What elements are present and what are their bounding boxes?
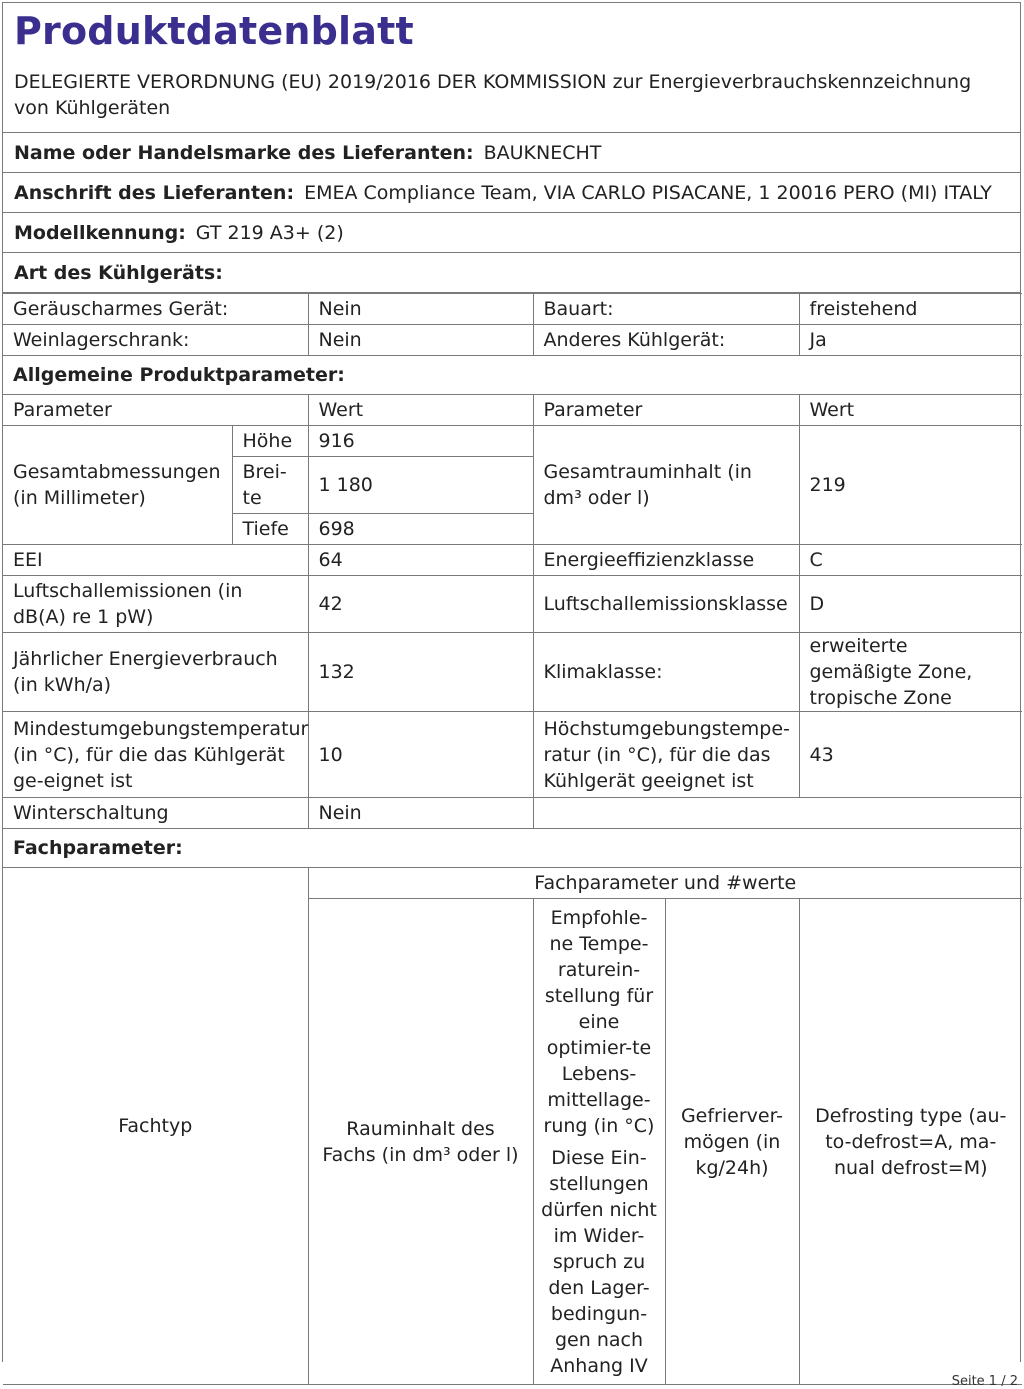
regulation-text: DELEGIERTE VERORDNUNG (EU) 2019/2016 DER KOMMISSION zur Energieverbrauchskennzeichnung von Kühlgeräten: [3, 59, 1020, 133]
noise-class-value: D: [799, 576, 1022, 633]
winter-label: Winterschaltung: [3, 798, 308, 829]
winter-value: Nein: [308, 798, 533, 829]
compartment-group-header: Fachparameter und #werte: [308, 868, 1022, 899]
device-type-heading-row: [3, 253, 1020, 293]
empty-cell: [533, 798, 1022, 829]
general-parameters-table: [3, 293, 1022, 1385]
column-header-parameter: Parameter: [3, 395, 308, 426]
depth-value: 698: [308, 514, 533, 545]
recommended-temp-note: Diese Ein-stellungen dürfen nicht im Wider-spruch zu den Lager-bedingun-gen nach Anhang IV: [541, 1146, 657, 1377]
supplier-address-row: [3, 173, 1020, 213]
compartment-volume-header: Rauminhalt des Fachs (in dm³ oder l): [308, 899, 533, 1385]
table-row: [3, 712, 1022, 798]
other-label: Anderes Kühlgerät:: [533, 325, 799, 356]
freezing-capacity-header: Gefrierver-mögen (in kg/24h): [665, 899, 799, 1385]
volume-value: 219: [799, 426, 1022, 545]
model-label: Modellkennung:: [14, 221, 186, 244]
recommended-temp-text: Empfohle-ne Tempe-raturein-stellung für eine optimier-te Lebens-mittellage-rung (in °C): [543, 906, 655, 1137]
climate-class-label: Klimaklasse:: [533, 633, 799, 712]
table-row: [3, 576, 1022, 633]
column-header-parameter-2: Parameter: [533, 395, 799, 426]
noise-label: Luftschallemissionen (in dB(A) re 1 pW): [3, 576, 308, 633]
defrosting-type-header: Defrosting type (au-to-defrost=A, ma-nual defrost=M): [799, 899, 1022, 1385]
supplier-name-label: Name oder Handelsmarke des Lieferanten:: [14, 141, 474, 164]
table-row: [3, 829, 1022, 868]
table-row: [3, 545, 1022, 576]
eei-value: 64: [308, 545, 533, 576]
wine-label: Weinlagerschrank:: [3, 325, 308, 356]
table-row: [3, 356, 1022, 395]
min-temp-label: Mindestumgebungstemperatur (in °C), für die das Kühlgerät ge-eignet ist: [3, 712, 308, 798]
dimensions-label: Gesamtabmessungen (in Millimeter): [3, 426, 232, 545]
recommended-temp-header: [533, 899, 665, 1385]
wine-value: Nein: [308, 325, 533, 356]
width-label: Brei-te: [232, 457, 308, 514]
supplier-address-value: EMEA Compliance Team, VIA CARLO PISACANE, 1 20016 PERO (MI) ITALY: [304, 181, 992, 204]
table-row: [3, 633, 1022, 712]
depth-label: Tiefe: [232, 514, 308, 545]
table-row: [3, 325, 1022, 356]
height-value: 916: [308, 426, 533, 457]
width-value: 1 180: [308, 457, 533, 514]
noise-class-label: Luftschallemissionsklasse: [533, 576, 799, 633]
table-row: [3, 798, 1022, 829]
volume-label: Gesamtrauminhalt (in dm³ oder l): [533, 426, 799, 545]
other-value: Ja: [799, 325, 1022, 356]
page-number: Seite 1 / 2: [951, 1374, 1018, 1389]
max-temp-label: Höchstumgebungstempe-ratur (in °C), für die das Kühlgerät geeignet ist: [533, 712, 799, 798]
energy-consumption-label: Jährlicher Energieverbrauch (in kWh/a): [3, 633, 308, 712]
supplier-address-label: Anschrift des Lieferanten:: [14, 181, 295, 204]
device-type-heading: Art des Kühlgeräts:: [14, 261, 223, 284]
page-title: Produktdatenblatt: [14, 9, 414, 53]
design-label: Bauart:: [533, 294, 799, 325]
general-heading: Allgemeine Produktparameter:: [3, 356, 1022, 395]
energy-consumption-value: 132: [308, 633, 533, 712]
energy-class-value: C: [799, 545, 1022, 576]
supplier-name-value: BAUKNECHT: [483, 141, 602, 164]
model-row: [3, 213, 1020, 253]
column-header-value: Wert: [308, 395, 533, 426]
table-header-row: [3, 868, 1022, 899]
max-temp-value: 43: [799, 712, 1022, 798]
product-data-sheet: [2, 2, 1021, 1377]
energy-class-label: Energieeffizienzklasse: [533, 545, 799, 576]
supplier-name-row: [3, 133, 1020, 173]
min-temp-value: 10: [308, 712, 533, 798]
table-row: [3, 426, 1022, 457]
table-row: [3, 294, 1022, 325]
design-value: freistehend: [799, 294, 1022, 325]
model-value: GT 219 A3+ (2): [195, 221, 344, 244]
low-noise-value: Nein: [308, 294, 533, 325]
climate-class-value: erweiterte gemäßigte Zone, tropische Zone: [799, 633, 1022, 712]
column-header-value-2: Wert: [799, 395, 1022, 426]
eei-label: EEI: [3, 545, 308, 576]
table-header-row: [3, 395, 1022, 426]
low-noise-label: Geräuscharmes Gerät:: [3, 294, 308, 325]
compartments-heading: Fachparameter:: [3, 829, 1022, 868]
height-label: Höhe: [232, 426, 308, 457]
noise-value: 42: [308, 576, 533, 633]
compartment-type-header: Fachtyp: [3, 868, 308, 1385]
